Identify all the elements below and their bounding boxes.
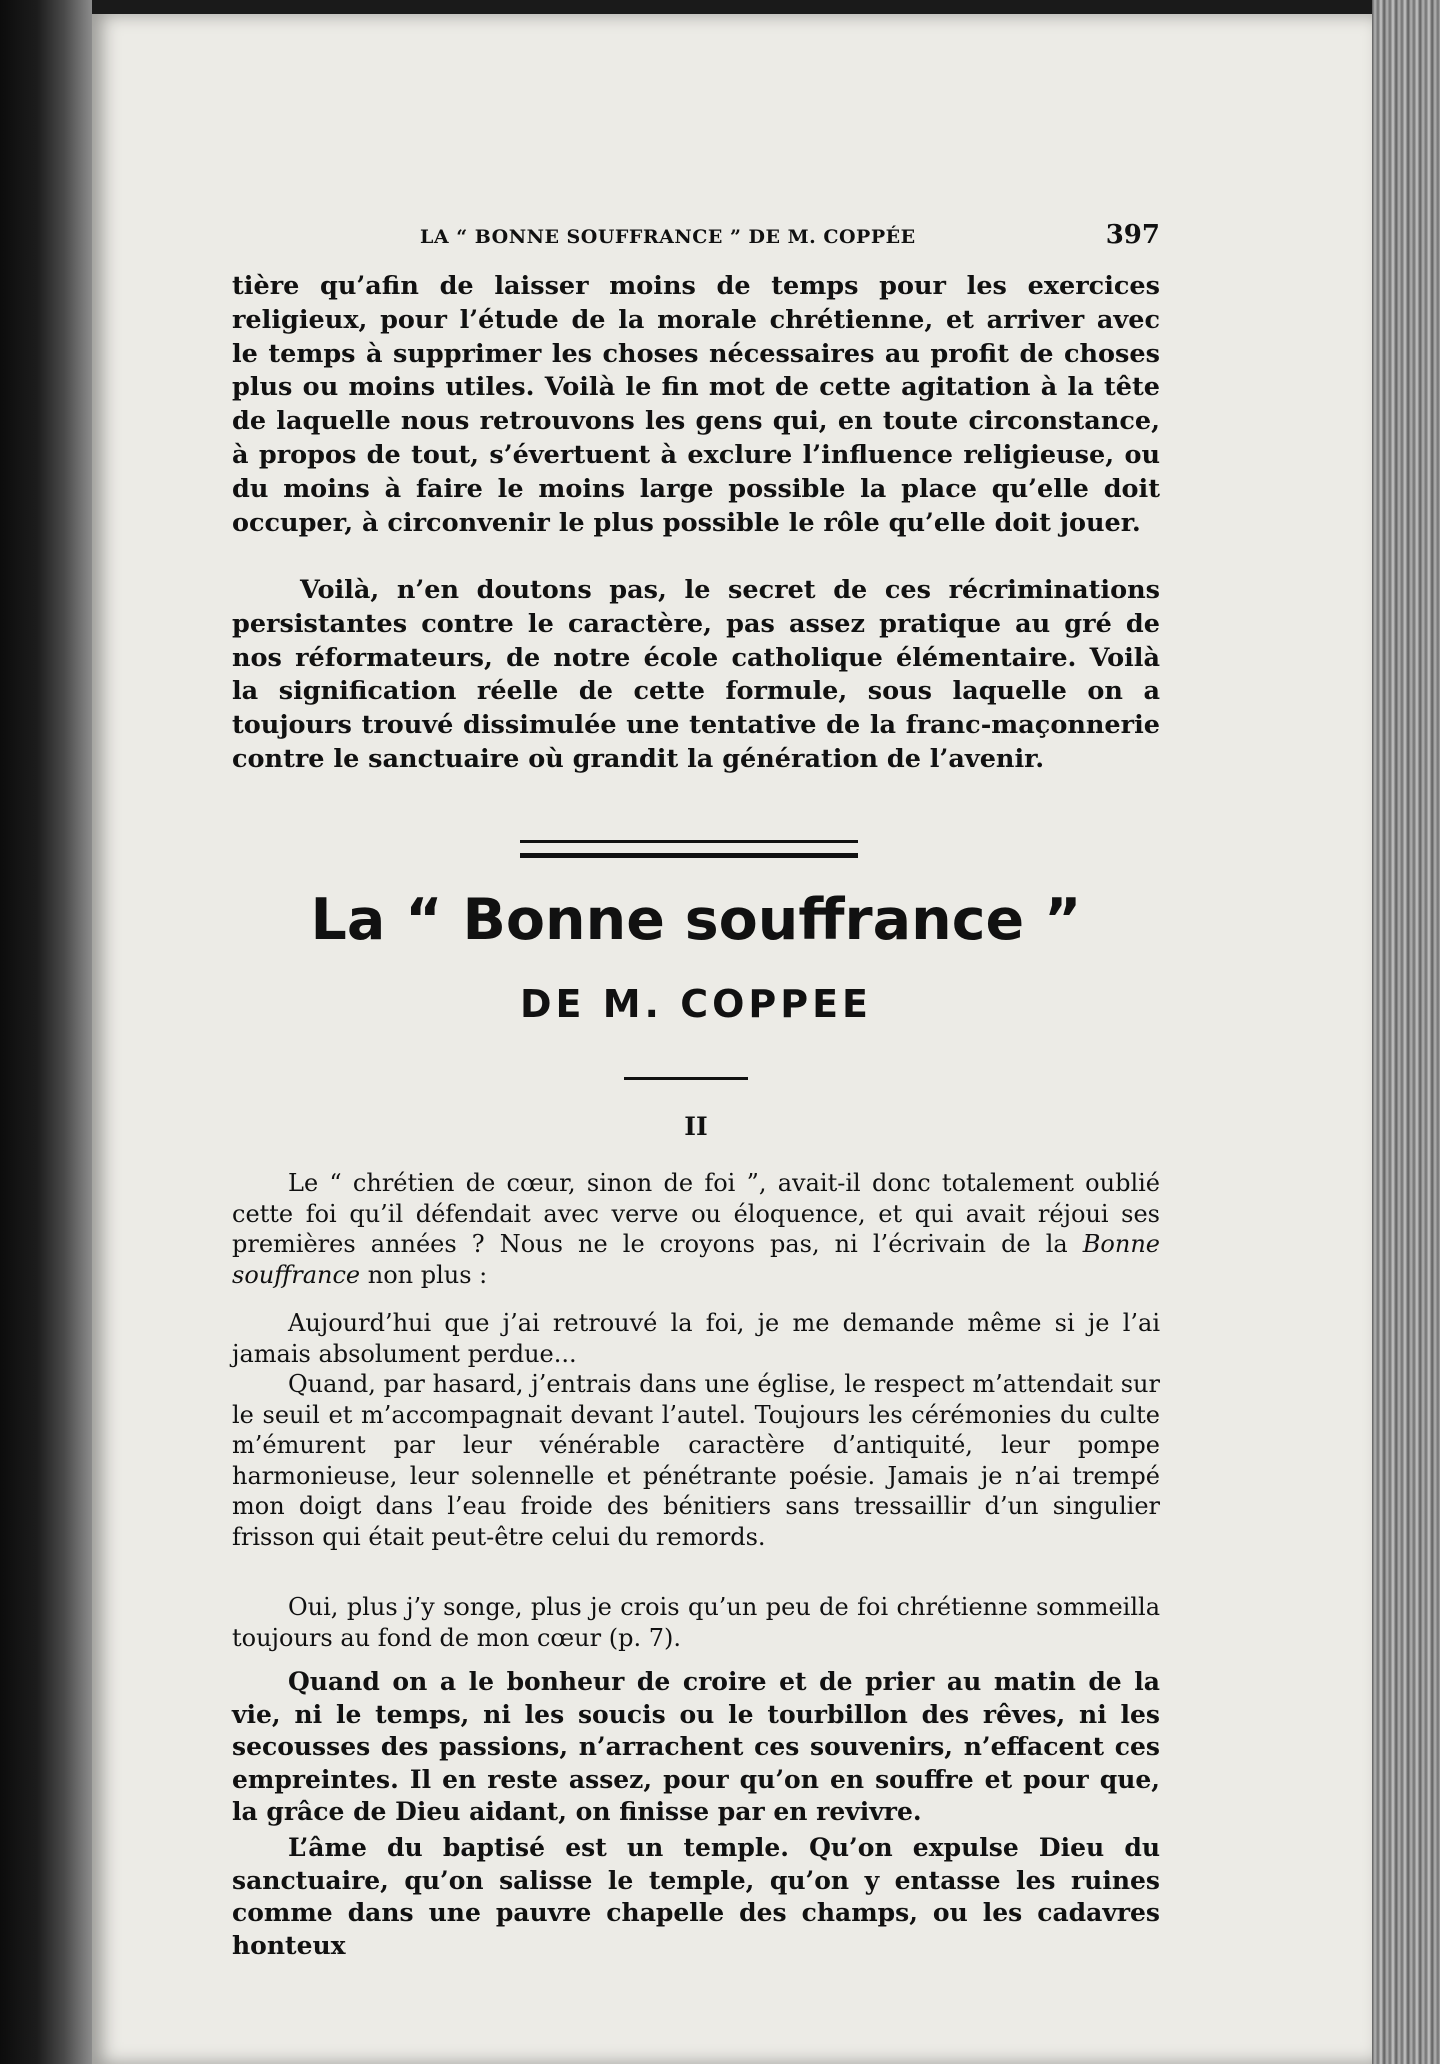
page-number: 397 <box>1105 220 1160 250</box>
body-paragraph: Quand on a le bonheur de croire et de prier au matin de la vie, ni le temps, ni les soucis ou le tourbillon des rêves, ni les secousses des passions, n’arrachent ces souvenirs, n’effacent ces empreintes. Il en reste assez, pour qu’on en souffre et pour que, la grâce de Dieu aidant, on finisse par en revivre. <box>232 1667 1160 1826</box>
paragraph-continuation: tière qu’afin de laisser moins de temps pour les exercices religieux, pour l’étude de la morale chrétienne, et arriver avec le temps à supprimer les choses nécessaires au profit de choses plus ou moins utiles. Voilà le fin mot de cette agitation à la tête de laquelle nous retrouvons les gens qui, en toute circonstance, à propos de tout, s’évertuent à exclure l’influence religieuse, ou du moins à faire le moins large possible la place qu’elle doit occuper, à circonvenir le plus possible le rôle qu’elle doit jouer. <box>232 271 1160 538</box>
short-rule <box>624 1077 748 1080</box>
intro-text-start: Le “ chrétien de cœur, sinon de foi ”, avait-il donc totalement oublié cette foi qu’il défendait avec verve ou éloquence, et qui avait réjoui ses premières années ? Nous ne le croyons pas, ni l’écrivain de la <box>232 1169 1160 1258</box>
quote-paragraph: Aujourd’hui que j’ai retrouvé la foi, je me demande même si je l’ai jamais absolument perdue... <box>232 1309 1160 1368</box>
quote-paragraph: Oui, plus j’y songe, plus je crois qu’un peu de foi chrétienne sommeilla toujours au fond de mon cœur (p. 7). <box>232 1593 1160 1652</box>
paragraph-conclusion: Voilà, n’en doutons pas, le secret de ces récriminations persistantes contre le caractère, pas assez pratique au gré de nos réformateurs, de notre école catholique élémentaire. Voilà la signification réelle de cette formule, sous laquelle on a toujours trouvé dissimulée une tentative de la franc-maçonnerie contre le sanctuaire où grandit la génération de l’avenir. <box>232 575 1160 774</box>
intro-paragraph <box>232 1168 1160 1290</box>
body-paragraph: L’âme du baptisé est un temple. Qu’on expulse Dieu du sanctuaire, qu’on salisse le temple, qu’on y entasse les ruines comme dans une pauvre chapelle des champs, ou les cadavres honteux <box>232 1833 1160 1960</box>
double-rule-top <box>520 840 858 843</box>
quote-paragraph: Quand, par hasard, j’entrais dans une église, le respect m’attendait sur le seuil et m’accompagnait devant l’autel. Toujours les cérémonies du culte m’émurent par leur vénérable caractère d’antiquité, leur pompe harmonieuse, leur solennelle et pénétrante poésie. Jamais je n’ai trempé mon doigt dans l’eau froide des bénitiers sans tressaillir d’un singulier frisson qui était peut-être celui du remords. <box>232 1370 1160 1551</box>
double-rule-bottom <box>520 853 858 858</box>
running-title: LA “ BONNE SOUFFRANCE ” DE M. COPPÉE <box>420 226 916 248</box>
article-subtitle: DE M. COPPEE <box>519 982 873 1026</box>
book-title-italic: Bonne souffrance <box>232 1230 1160 1289</box>
left-page-edge <box>0 0 92 2064</box>
section-numeral: II <box>684 1112 708 1141</box>
running-head <box>420 220 1160 250</box>
right-page-edge <box>1372 0 1440 2064</box>
intro-text-end: non plus : <box>360 1260 488 1289</box>
article-title: La “ Bonne souffrance ” <box>310 887 1082 953</box>
